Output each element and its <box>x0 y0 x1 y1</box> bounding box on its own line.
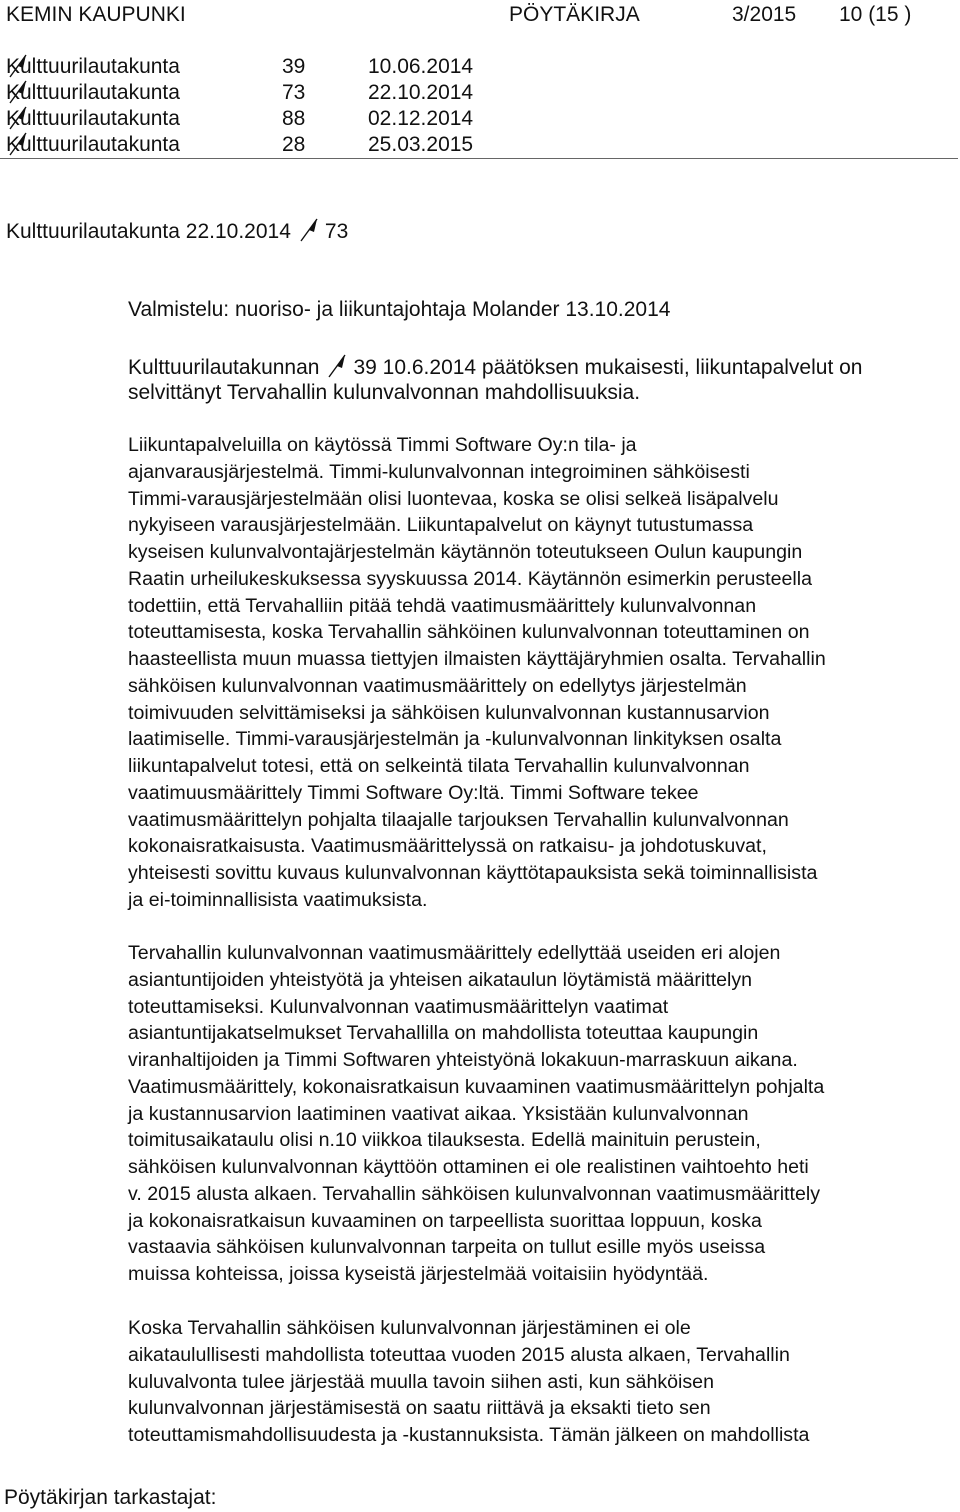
item-heading-section: 73 <box>324 220 349 243</box>
text-line: viranhaltijoiden ja Timmi Softwaren yhteistyönä lokakuun-marraskuun aikana. <box>128 1049 798 1071</box>
text-line: ja ei-toiminnallisista vaatimuksista. <box>128 888 428 911</box>
history-body: Kulttuurilautakunta <box>6 55 180 78</box>
text-line: todettiin, että Tervahalliin pitää tehdä vaatimusmäärittely kulunvalvonnan <box>128 594 757 617</box>
history-section: 73 <box>282 81 306 104</box>
text-line: Tervahallin kulunvalvonnan vaatimusmäärittely edellyttää useiden eri alojen <box>128 942 781 964</box>
text-line: nykyiseen varausjärjestelmään. Liikuntapalvelut on käynyt tutustumassa <box>128 514 754 537</box>
text-line: toteuttamiseksi. Kulunvalvonnan vaatimusmäärittelyn vaatimat <box>128 995 669 1018</box>
text-line: kokonaisratkaisusta. Vaatimusmäärittelyssä on ratkaisu- ja johdotuskuvat, <box>128 835 767 858</box>
paragraph-3 <box>128 940 958 1288</box>
text-line: Vaatimusmäärittely, kokonaisratkaisun kuvaaminen vaatimusmäärittelyn pohjalta <box>128 1075 825 1098</box>
history-date: 25.03.2015 <box>368 133 474 156</box>
text-line: ja kokonaisratkaisun kuvaaminen on tarpeellista suorittaa loppuun, koska <box>128 1209 762 1232</box>
history-row <box>6 80 474 106</box>
text-line: Timmi-varausjärjestelmään olisi luontevaa, koska se olisi selkeä lisäpalvelu <box>128 487 779 510</box>
text-line: asiantuntijoiden yhteistyötä ja yhteisen aikataulun löytämistä määrittelyn <box>128 968 753 991</box>
text-line: vaatimusmäärittelyn pohjalta tilaajalle tarjouksen Tervahallin kulunvalvonnan <box>128 808 789 831</box>
paragraph-2 <box>128 432 958 914</box>
header-divider <box>0 158 958 159</box>
text-line: kyseisen kulunvalvontajärjestelmän käytännön toteutukseen Oulun kaupungin <box>128 541 803 563</box>
text-line: toimitusaikataulu olisi n.10 viikkoa tilauksesta. Edellä mainituin perustein, <box>128 1129 761 1152</box>
history-row <box>6 106 474 132</box>
history-row <box>6 132 474 158</box>
document-number: 3/2015 <box>732 3 797 26</box>
text-line: ajanvarausjärjestelmä. Timmi-kulunvalvonnan integroiminen sähköisesti <box>128 460 750 483</box>
paragraph-1-suffix: 39 10.6.2014 päätöksen mukaisesti, liikuntapalvelut on <box>353 356 863 379</box>
text-line: sähköisen kulunvalvonnan vaatimusmäärittely on edellytys järjestelmän <box>128 674 747 697</box>
history-section: 88 <box>282 107 306 130</box>
paragraph-1-line-1 <box>128 354 863 381</box>
text-line: vastaavia sähköisen kulunvalvonnan tarpeita on tullut esille myös useissa <box>128 1236 766 1259</box>
paragraph-4 <box>128 1315 958 1449</box>
history-body: Kulttuurilautakunta <box>6 81 180 104</box>
text-line: kulunvalvonnan järjestämisestä on saatu riittävä ja eksakti tieto sen <box>128 1397 711 1420</box>
history-section: 39 <box>282 55 306 78</box>
text-line: Koska Tervahallin sähköisen kulunvalvonnan järjestäminen ei ole <box>128 1317 691 1339</box>
text-line: liikuntapalvelut totesi, että on selkeintä tilata Tervahallin kulunvalvonnan <box>128 755 750 777</box>
text-line: Liikuntapalveluilla on käytössä Timmi Software Oy:n tila- ja <box>128 434 637 456</box>
item-heading-text: Kulttuurilautakunta 22.10.2014 <box>6 220 291 243</box>
section-sign-icon <box>297 218 319 242</box>
text-line: kuluvalvonta tulee järjestää muulla tavoin siihen asti, kun sähköisen <box>128 1370 714 1393</box>
text-line: haasteellista muun muassa tiettyjen ilmaisten käyttäjäryhmien osalta. Tervahallin <box>128 648 826 670</box>
municipality-name: KEMIN KAUPUNKI <box>6 3 186 26</box>
history-date: 02.12.2014 <box>368 107 474 130</box>
paragraph-1-prefix: Kulttuurilautakunnan <box>128 356 320 379</box>
page-number: 10 (15 ) <box>839 3 912 26</box>
paragraph-1-line-2: selvittänyt Tervahallin kulunvalvonnan mahdollisuuksia. <box>128 381 641 404</box>
text-line: vaatimuusmäärittely Timmi Software Oy:ltä. Timmi Software tekee <box>128 781 699 804</box>
history-date: 22.10.2014 <box>368 81 474 104</box>
text-line: v. 2015 alusta alkaen. Tervahallin sähköisen kulunvalvonnan vaatimusmäärittely <box>128 1182 820 1205</box>
reviewers-label: Pöytäkirjan tarkastajat: <box>4 1486 217 1509</box>
text-line: Raatin urheilukeskuksessa syyskuussa 2014. Käytännön esimerkin perusteella <box>128 567 812 590</box>
text-line: asiantuntijakatselmukset Tervahallilla on mahdollista toteuttaa kaupungin <box>128 1022 759 1045</box>
history-date: 10.06.2014 <box>368 55 474 78</box>
history-section: 28 <box>282 133 306 156</box>
history-row <box>6 54 474 80</box>
text-line: toteuttamismahdollisuudesta ja -kustannuksista. Tämän jälkeen on mahdollista <box>128 1424 810 1446</box>
text-line: muissa kohteissa, joissa kyseistä järjestelmää voitaisiin hyödyntää. <box>128 1263 709 1285</box>
document-type: PÖYTÄKIRJA <box>509 3 640 26</box>
text-line: toteuttamisesta, koska Tervahallin sähköinen kulunvalvonnan toteuttaminen on <box>128 621 810 644</box>
text-line: sähköisen kulunvalvonnan käyttöön ottaminen ei ole realistinen vaihtoehto heti <box>128 1156 809 1178</box>
history-body: Kulttuurilautakunta <box>6 133 180 156</box>
section-sign-icon <box>325 354 347 378</box>
item-heading <box>6 218 348 245</box>
text-line: ja kustannusarvion laatiminen vaativat aikaa. Yksistään kulunvalvonnan <box>128 1102 749 1125</box>
text-line: laatimiselle. Timmi-varausjärjestelmän ja -kulunvalvonnan linkityksen osalta <box>128 728 782 751</box>
history-body: Kulttuurilautakunta <box>6 107 180 130</box>
preparation-line: Valmistelu: nuoriso- ja liikuntajohtaja Molander 13.10.2014 <box>128 298 671 321</box>
text-line: yhteisesti sovittu kuvaus kulunvalvonnan käyttötapauksista sekä toiminnallisista <box>128 862 818 884</box>
text-line: toimivuuden selvittämiseksi ja sähköisen kulunvalvonnan kustannusarvion <box>128 701 770 724</box>
text-line: aikataulullisesti mahdollista toteuttaa vuoden 2015 alusta alkaen, Tervahallin <box>128 1343 790 1366</box>
